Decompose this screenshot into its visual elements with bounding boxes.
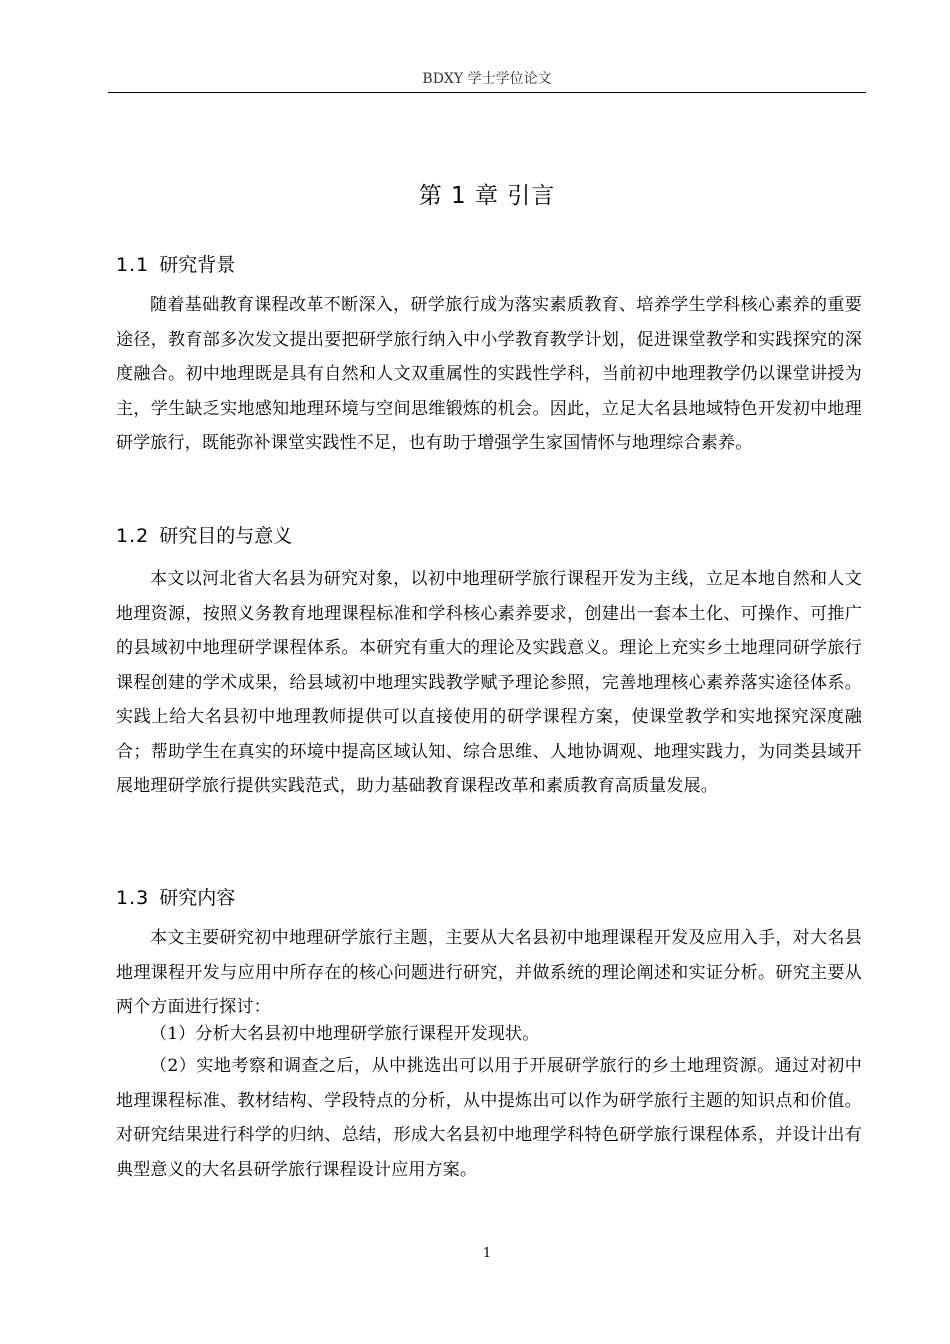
list-item: （1）分析大名县初中地理研学旅行课程开发现状。: [150, 1024, 540, 1044]
section-title: 研究内容: [159, 887, 236, 909]
body-paragraph: 本文主要研究初中地理研学旅行主题，主要从大名县初中地理课程开发及应用入手，对大名县地理课程开发与应用中所存在的核心问题进行研究，并做系统的理论阐述和实证分析。研究主要从两个方面进行探讨：: [116, 928, 862, 1017]
section-heading-content: [116, 884, 235, 912]
running-header: BDXY 学士学位论文: [108, 70, 866, 93]
section-title: 研究背景: [159, 254, 236, 276]
section-heading-purpose: [116, 522, 292, 550]
chapter-title: 第 1 章 引言: [418, 183, 556, 209]
body-paragraph: 随着基础教育课程改革不断深入，研学旅行成为落实素质教育、培养学生学科核心素养的重要途径，教育部多次发文提出要把研学旅行纳入中小学教育教学计划，促进课堂教学和实践探究的深度融合。初中地理既是具有自然和人文双重属性的实践性学科，当前初中地理教学仍以课堂讲授为主，学生缺乏实地感知地理环境与空间思维锻炼的机会。因此，立足大名县地域特色开发初中地理研学旅行，既能弥补课堂实践性不足，也有助于增强学生家国情怀与地理综合素养。: [116, 295, 862, 453]
page-number: 1: [482, 1246, 492, 1261]
section-number: 1.1: [116, 254, 150, 276]
section-number: 1.2: [116, 525, 150, 547]
section-title: 研究目的与意义: [159, 525, 293, 547]
section-number: 1.3: [116, 887, 150, 909]
list-item: （2）实地考察和调查之后，从中挑选出可以用于开展研学旅行的乡土地理资源。通过对初中地理课程标准、教材结构、学段特点的分析，从中提炼出可以作为研学旅行主题的知识点和价值。对研究结果进行科学的归纳、总结，形成大名县初中地理学科特色研学旅行课程体系，并设计出有典型意义的大名县研学旅行课程设计应用方案。: [116, 1056, 862, 1180]
section-heading-background: [116, 251, 235, 279]
body-paragraph: 本文以河北省大名县为研究对象，以初中地理研学旅行课程开发为主线，立足本地自然和人文地理资源，按照义务教育地理课程标准和学科核心素养要求，创建出一套本土化、可操作、可推广的县域初中地理研学课程体系。本研究有重大的理论及实践意义。理论上充实乡土地理同研学旅行课程创建的学术成果，给县域初中地理实践教学赋予理论参照，完善地理核心素养落实途径体系。实践上给大名县初中地理教师提供可以直接使用的研学课程方案，使课堂教学和实地探究深度融合；帮助学生在真实的环境中提高区域认知、综合思维、人地协调观、地理实践力，为同类县域开展地理研学旅行提供实践范式，助力基础教育课程改革和素质教育高质量发展。: [116, 569, 862, 796]
